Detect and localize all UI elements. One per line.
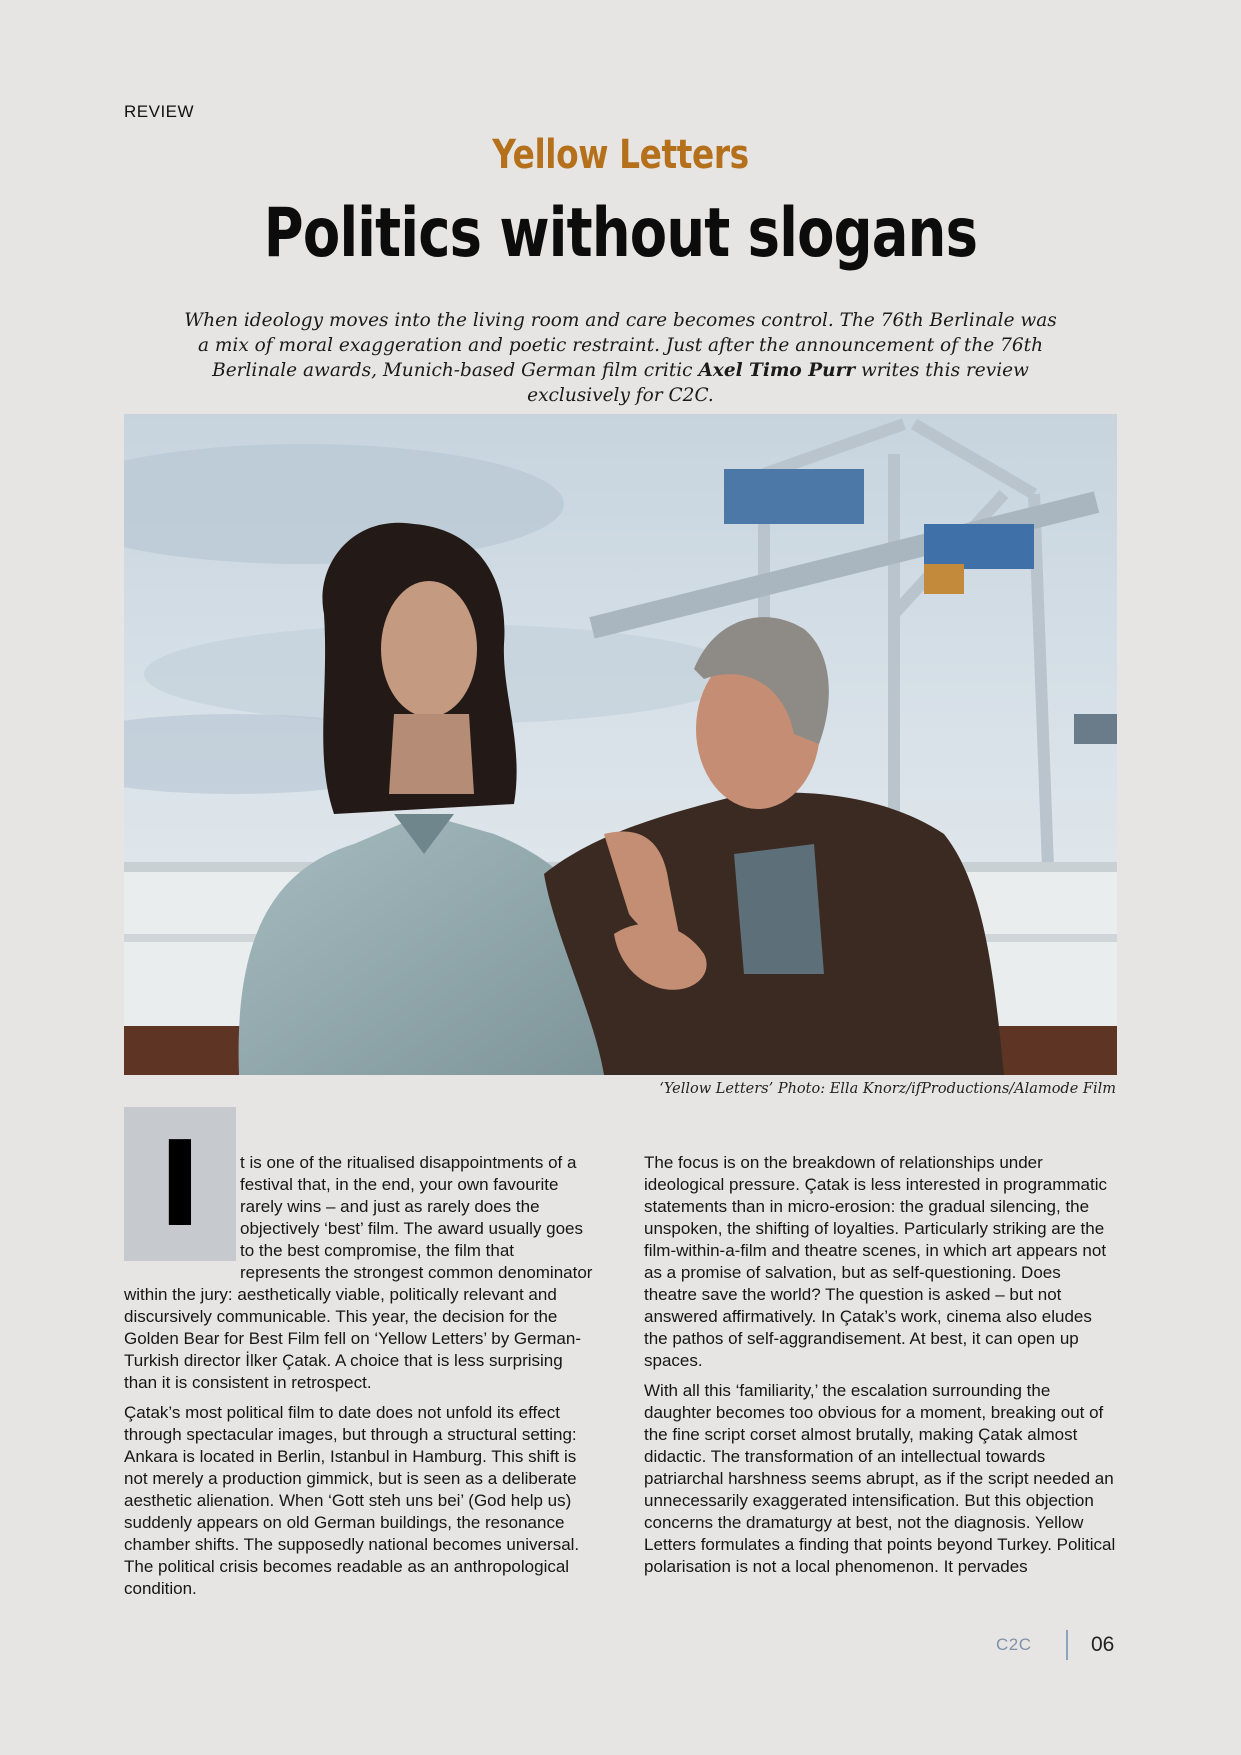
article-kicker: Yellow Letters (492, 132, 749, 178)
standfirst (180, 308, 1061, 408)
paragraph-text: t is one of the ritualised disappointments of a festival that, in the end, your own favourite rarely wins – and just as rarely does the objectively ‘best’ film. The award usually goes to the best compromise, the film that represents the strongest common denominator within the jury: aesthetically viable, politically relevant and discursively communicable. This year, the decision for the Golden Bear for Best Film fell on ‘Yellow Letters’ by German-Turkish director İlker Çatak. A choice that is less surprising than it is consistent in retrospect. (124, 1153, 593, 1392)
standfirst-text: When ideology moves into the living room and care becomes control. The 76th Berlinale was a mix of moral exaggeration and poetic restraint. Just after the announcement of the 76th Berlinale awards, Munich-based German film critic (184, 310, 1057, 381)
footer-divider (1066, 1630, 1068, 1660)
photo-caption: ‘Yellow Letters’ Photo: Ella Knorz/ifProductions/Alamode Film (659, 1081, 1116, 1097)
article-column-right (644, 1152, 1116, 1586)
author-name: Axel Timo Purr (698, 360, 856, 381)
article-headline: Politics without slogans (263, 194, 978, 273)
dropcap-letter: I (158, 1115, 202, 1253)
article-paragraph (124, 1152, 597, 1394)
article-paragraph: With all this ‘familiarity,’ the escalation surrounding the daughter becomes too obvious for a moment, breaking out of the fine script corset almost brutally, making Çatak almost didactic. The transformation of an intellectual towards patriarchal harshness seems abrupt, as if the script needed an unnecessarily exaggerated intensification. But this objection concerns the dramaturgy at best, not the diagnosis. Yellow Letters formulates a finding that points beyond Turkey. Political polarisation is not a local phenomenon. It pervades (644, 1381, 1116, 1576)
article-paragraph: The focus is on the breakdown of relationships under ideological pressure. Çatak is less interested in programmatic statements than in micro-erosion: the gradual silencing, the unspoken, the shifting of loyalties. Particularly striking are the film-within-a-film and theatre scenes, in which art appears not as a promise of salvation, but as self-questioning. Does theatre save the world? The question is asked – but not answered affirmatively. In Çatak’s work, cinema also eludes the pathos of self-aggrandisement. At best, it can open up spaces. (644, 1153, 1107, 1370)
standfirst-text-end: writes this review exclusively for C2C. (527, 360, 1029, 406)
dropcap-spacer (124, 1148, 240, 1280)
section-label: REVIEW (124, 102, 195, 121)
footer-brand: C2C (996, 1635, 1032, 1654)
page-number: 06 (1091, 1633, 1115, 1656)
article-paragraph: Çatak’s most political film to date does not unfold its effect through spectacular images, but through a structural setting: Ankara is located in Berlin, Istanbul in Hamburg. This shift is not merely a production gimmick, but is seen as a deliberate aesthetic alienation. When ‘Gott steh uns bei’ (God help us) suddenly appears on old German buildings, the resonance chamber shifts. The supposedly national becomes universal. The political crisis becomes readable as an anthropological condition. (124, 1403, 580, 1598)
film-still-photo (124, 414, 1117, 1075)
article-column-left (124, 1152, 597, 1608)
